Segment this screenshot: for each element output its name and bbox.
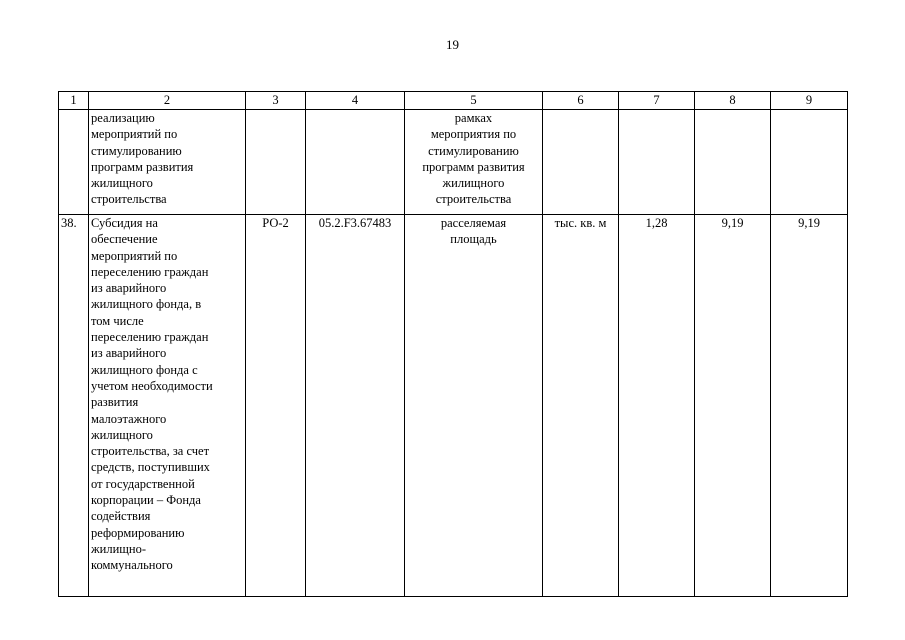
column-header-9: 9 [771, 92, 848, 110]
table-row [59, 215, 848, 597]
value-cell-7 [619, 110, 695, 215]
value-cell-9 [771, 110, 848, 215]
column-header-2: 2 [89, 92, 246, 110]
budget-code-cell [306, 110, 405, 215]
table-row [59, 110, 848, 215]
indicator-name-cell: расселяемая площадь [405, 215, 543, 597]
column-header-7: 7 [619, 92, 695, 110]
column-header-5: 5 [405, 92, 543, 110]
unit-cell: тыс. кв. м [543, 215, 619, 597]
value-cell-8 [695, 110, 771, 215]
column-header-1: 1 [59, 92, 89, 110]
code-cell: РО-2 [246, 215, 306, 597]
budget-code-cell: 05.2.F3.67483 [306, 215, 405, 597]
code-cell [246, 110, 306, 215]
column-header-8: 8 [695, 92, 771, 110]
measure-name-cell: Субсидия на обеспечение мероприятий по переселению граждан из аварийного жилищного фонда, в том числе переселению граждан из аварийного жилищного фонда с учетом необходимости развития малоэтажного жилищного строительства, за счет средств, поступивших от государственной корпорации – Фонда содействия реформированию жилищно- коммунального [89, 215, 246, 597]
indicator-name-cell: рамках мероприятия по стимулированию программ развития жилищного строительства [405, 110, 543, 215]
page-number: 19 [446, 37, 459, 52]
row-number-cell [59, 110, 89, 215]
table-header-row [59, 92, 848, 110]
value-cell-9: 9,19 [771, 215, 848, 597]
column-header-4: 4 [306, 92, 405, 110]
value-cell-7: 1,28 [619, 215, 695, 597]
data-table [58, 91, 848, 597]
row-number-cell: 38. [59, 215, 89, 597]
column-header-6: 6 [543, 92, 619, 110]
unit-cell [543, 110, 619, 215]
value-cell-8: 9,19 [695, 215, 771, 597]
column-header-3: 3 [246, 92, 306, 110]
measure-name-cell: реализацию мероприятий по стимулированию программ развития жилищного строительства [89, 110, 246, 215]
